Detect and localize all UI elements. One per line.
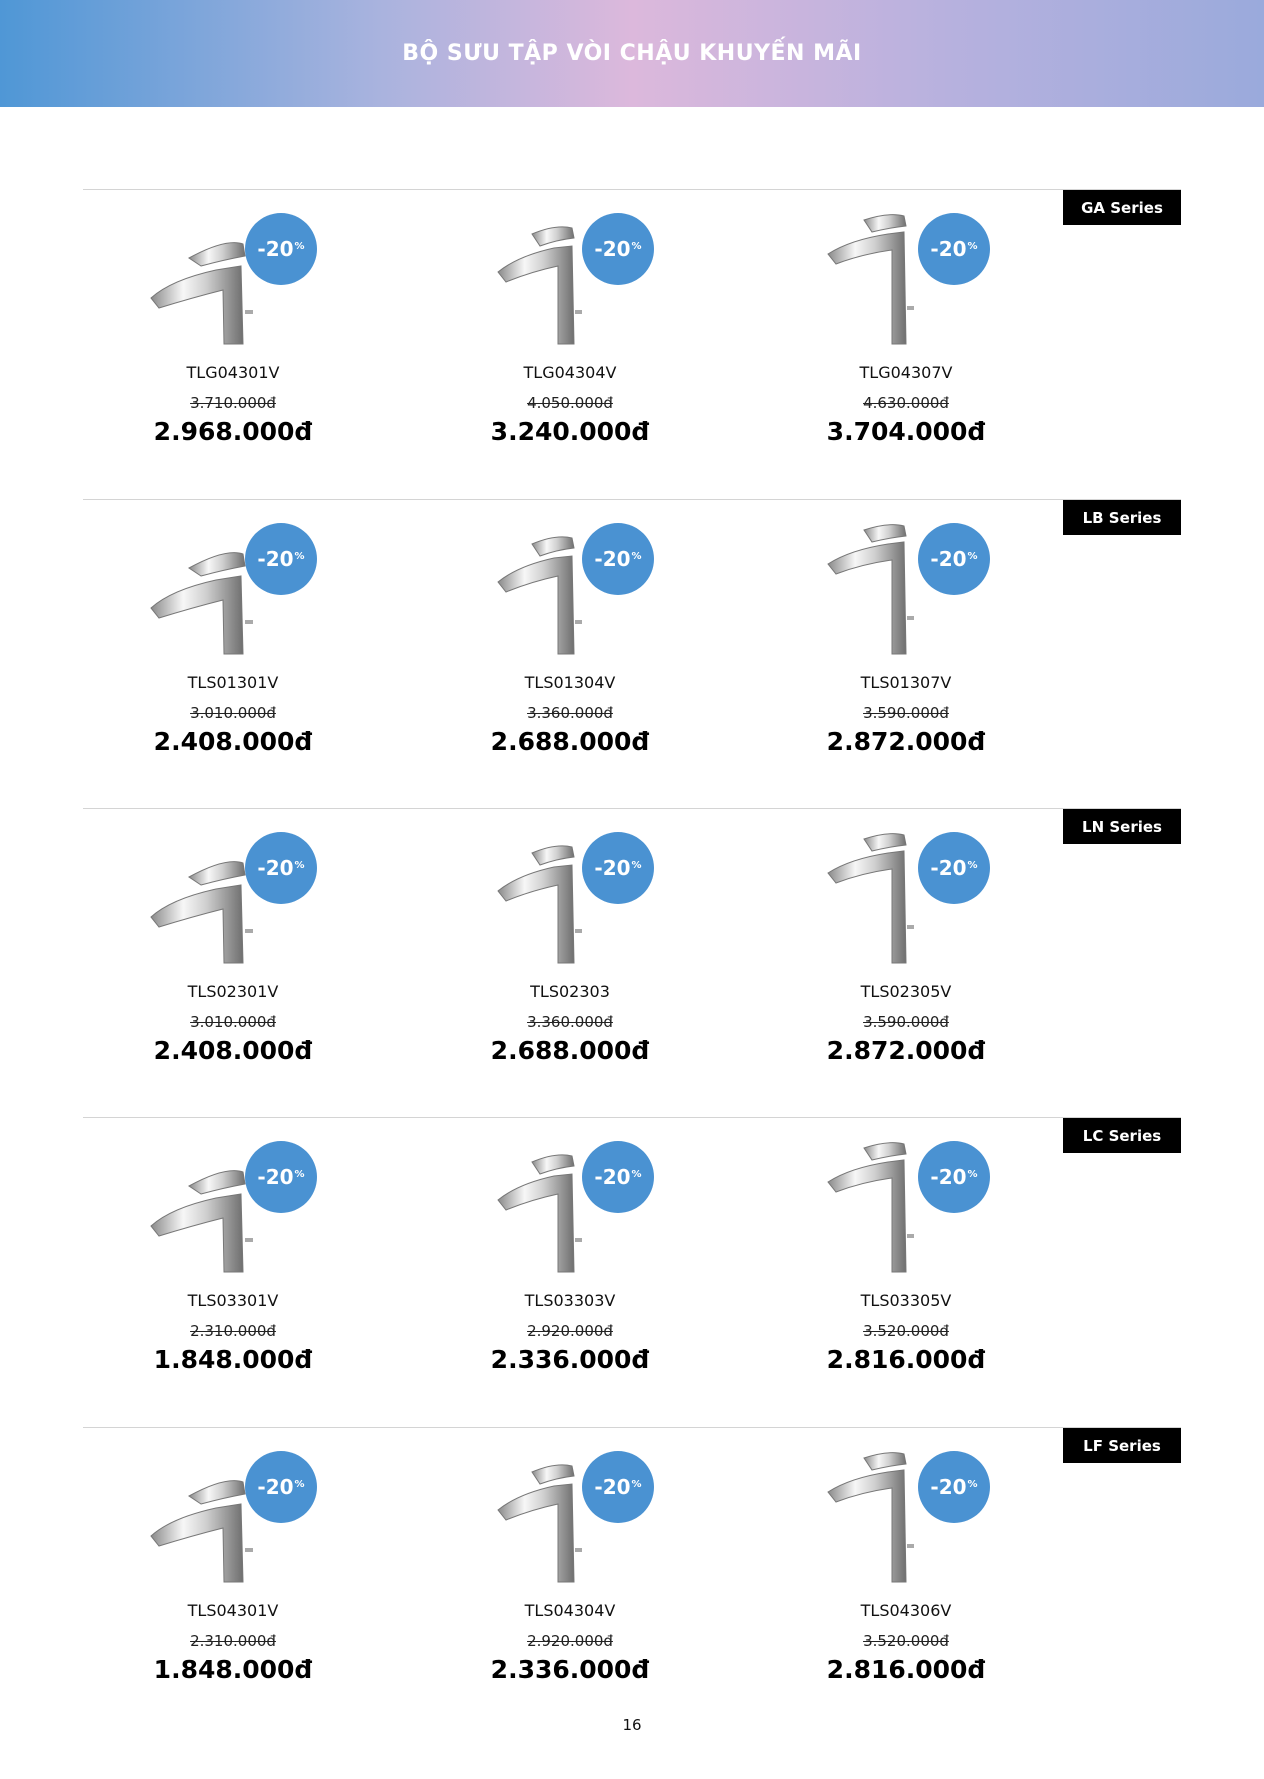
original-price: 2.310.000đ <box>190 1632 276 1650</box>
product-card[interactable] <box>83 1118 383 1418</box>
original-price: 3.360.000đ <box>527 1013 613 1031</box>
original-price: 3.590.000đ <box>863 704 949 722</box>
sale-price: 2.688.000đ <box>490 1036 650 1065</box>
discount-badge <box>918 1141 990 1213</box>
original-price: 2.920.000đ <box>527 1322 613 1340</box>
product-model: TLS03301V <box>187 1291 279 1310</box>
discount-unit: % <box>631 550 642 562</box>
discount-value: -20 <box>594 856 631 880</box>
product-model: TLS04301V <box>187 1601 279 1620</box>
discount-badge <box>245 832 317 904</box>
series-tag: LC Series <box>1063 1118 1181 1153</box>
series-section <box>83 189 1181 499</box>
series-section <box>83 499 1181 809</box>
sale-price: 2.816.000đ <box>826 1655 986 1684</box>
discount-unit: % <box>967 859 978 871</box>
discount-unit: % <box>631 1478 642 1490</box>
sale-price: 2.816.000đ <box>826 1345 986 1374</box>
discount-badge <box>245 1451 317 1523</box>
product-card[interactable] <box>756 1118 1056 1418</box>
series-section <box>83 1427 1181 1737</box>
sale-price: 3.240.000đ <box>490 417 650 446</box>
discount-value: -20 <box>257 856 294 880</box>
original-price: 3.590.000đ <box>863 1013 949 1031</box>
original-price: 3.010.000đ <box>190 704 276 722</box>
discount-unit: % <box>967 240 978 252</box>
discount-badge <box>582 523 654 595</box>
product-model: TLG04307V <box>859 363 953 382</box>
series-section <box>83 808 1181 1118</box>
product-model: TLS03303V <box>524 1291 616 1310</box>
discount-value: -20 <box>257 237 294 261</box>
sale-price: 2.336.000đ <box>490 1655 650 1684</box>
sale-price: 2.408.000đ <box>153 1036 313 1065</box>
product-card[interactable] <box>756 190 1056 490</box>
discount-value: -20 <box>594 547 631 571</box>
product-model: TLS01304V <box>524 673 616 692</box>
product-card[interactable] <box>420 1428 720 1728</box>
page-number: 16 <box>622 1716 642 1734</box>
original-price: 4.630.000đ <box>863 394 949 412</box>
discount-badge <box>582 1451 654 1523</box>
product-model: TLG04304V <box>523 363 617 382</box>
product-model: TLS02301V <box>187 982 279 1001</box>
discount-unit: % <box>631 240 642 252</box>
series-tag: LF Series <box>1063 1428 1181 1463</box>
discount-value: -20 <box>930 856 967 880</box>
original-price: 2.920.000đ <box>527 1632 613 1650</box>
discount-badge <box>245 213 317 285</box>
sale-price: 2.872.000đ <box>826 727 986 756</box>
series-tag: LN Series <box>1063 809 1181 844</box>
discount-badge <box>918 213 990 285</box>
discount-badge <box>918 832 990 904</box>
original-price: 3.520.000đ <box>863 1322 949 1340</box>
series-tag: LB Series <box>1063 500 1181 535</box>
discount-unit: % <box>967 1478 978 1490</box>
discount-value: -20 <box>257 1475 294 1499</box>
discount-unit: % <box>294 240 305 252</box>
original-price: 3.710.000đ <box>190 394 276 412</box>
original-price: 3.010.000đ <box>190 1013 276 1031</box>
product-card[interactable] <box>420 1118 720 1418</box>
product-card[interactable] <box>83 809 383 1109</box>
discount-unit: % <box>967 1168 978 1180</box>
product-card[interactable] <box>83 500 383 800</box>
product-model: TLS04306V <box>860 1601 952 1620</box>
product-model: TLS02305V <box>860 982 952 1001</box>
discount-unit: % <box>294 1168 305 1180</box>
sale-price: 1.848.000đ <box>153 1345 313 1374</box>
sale-price: 2.968.000đ <box>153 417 313 446</box>
product-card[interactable] <box>420 809 720 1109</box>
product-card[interactable] <box>420 190 720 490</box>
discount-value: -20 <box>594 1165 631 1189</box>
original-price: 3.360.000đ <box>527 704 613 722</box>
discount-value: -20 <box>257 1165 294 1189</box>
product-model: TLS03305V <box>860 1291 952 1310</box>
sale-price: 2.688.000đ <box>490 727 650 756</box>
series-section <box>83 1117 1181 1427</box>
discount-value: -20 <box>594 1475 631 1499</box>
page-header <box>0 0 1264 107</box>
discount-unit: % <box>294 550 305 562</box>
discount-value: -20 <box>594 237 631 261</box>
product-model: TLS01307V <box>860 673 952 692</box>
discount-badge <box>918 1451 990 1523</box>
sale-price: 3.704.000đ <box>826 417 986 446</box>
discount-value: -20 <box>257 547 294 571</box>
discount-badge <box>582 832 654 904</box>
product-card[interactable] <box>756 1428 1056 1728</box>
original-price: 3.520.000đ <box>863 1632 949 1650</box>
discount-unit: % <box>631 1168 642 1180</box>
product-card[interactable] <box>756 809 1056 1109</box>
discount-value: -20 <box>930 1165 967 1189</box>
discount-badge <box>245 1141 317 1213</box>
sale-price: 2.408.000đ <box>153 727 313 756</box>
discount-value: -20 <box>930 547 967 571</box>
product-model: TLG04301V <box>186 363 280 382</box>
product-card[interactable] <box>83 1428 383 1728</box>
sale-price: 2.336.000đ <box>490 1345 650 1374</box>
discount-badge <box>582 1141 654 1213</box>
series-tag: GA Series <box>1063 190 1181 225</box>
product-card[interactable] <box>83 190 383 490</box>
page-title: BỘ SƯU TẬP VÒI CHẬU KHUYẾN MÃI <box>402 41 862 66</box>
discount-value: -20 <box>930 237 967 261</box>
product-model: TLS02303 <box>530 982 610 1001</box>
discount-badge <box>582 213 654 285</box>
product-model: TLS01301V <box>187 673 279 692</box>
sale-price: 1.848.000đ <box>153 1655 313 1684</box>
original-price: 2.310.000đ <box>190 1322 276 1340</box>
discount-unit: % <box>294 1478 305 1490</box>
discount-badge <box>245 523 317 595</box>
discount-unit: % <box>631 859 642 871</box>
sale-price: 2.872.000đ <box>826 1036 986 1065</box>
discount-badge <box>918 523 990 595</box>
original-price: 4.050.000đ <box>527 394 613 412</box>
discount-value: -20 <box>930 1475 967 1499</box>
product-model: TLS04304V <box>524 1601 616 1620</box>
product-card[interactable] <box>756 500 1056 800</box>
discount-unit: % <box>294 859 305 871</box>
product-card[interactable] <box>420 500 720 800</box>
discount-unit: % <box>967 550 978 562</box>
